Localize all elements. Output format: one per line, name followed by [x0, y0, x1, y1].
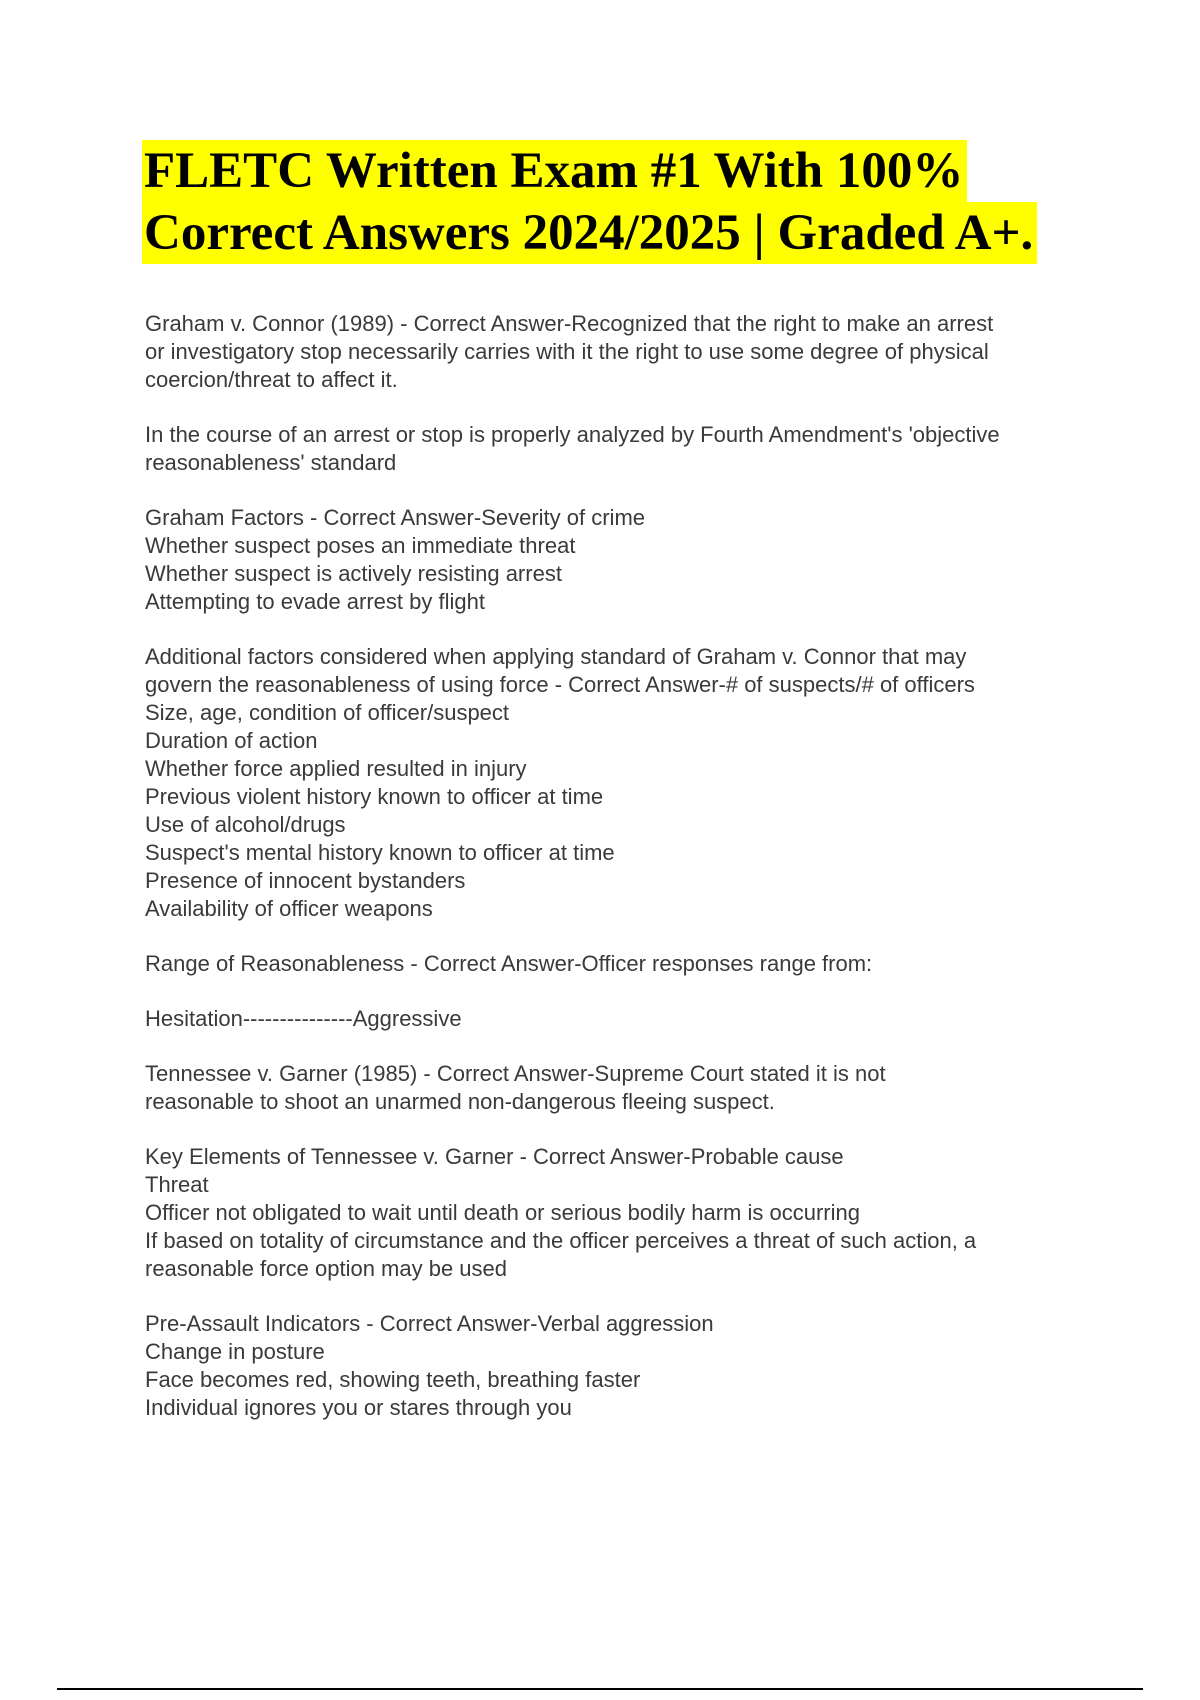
qa-paragraph: [145, 1143, 1105, 1283]
paragraph-line: Additional factors considered when applying standard of Graham v. Connor that may: [145, 644, 967, 669]
paragraph-line: Whether suspect is actively resisting arrest: [145, 561, 562, 586]
paragraph-line: reasonableness' standard: [145, 450, 397, 475]
qa-paragraph: [145, 310, 1105, 394]
paragraph-line: Whether force applied resulted in injury: [145, 756, 527, 781]
qa-paragraph: [145, 643, 1105, 923]
page-bottom-rule: [57, 1688, 1143, 1690]
qa-paragraph: [145, 504, 1105, 616]
paragraph-line: Threat: [145, 1172, 209, 1197]
qa-paragraph: [145, 950, 1105, 978]
qa-paragraph: [145, 1060, 1105, 1116]
paragraph-line: reasonable to shoot an unarmed non-dangerous fleeing suspect.: [145, 1089, 775, 1114]
title-line: Correct Answers 2024/2025 | Graded A+.: [142, 202, 1037, 264]
paragraph-line: Graham v. Connor (1989) - Correct Answer-Recognized that the right to make an arrest: [145, 311, 994, 336]
paragraph-line: Presence of innocent bystanders: [145, 868, 466, 893]
paragraph-line: Availability of officer weapons: [145, 896, 433, 921]
paragraph-line: Hesitation---------------Aggressive: [145, 1006, 462, 1031]
paragraph-line: Face becomes red, showing teeth, breathing faster: [145, 1367, 641, 1392]
paragraph-line: Suspect's mental history known to officer at time: [145, 840, 615, 865]
paragraph-line: Tennessee v. Garner (1985) - Correct Answer-Supreme Court stated it is not: [145, 1061, 886, 1086]
paragraph-line: Previous violent history known to officer at time: [145, 784, 604, 809]
paragraph-line: Pre-Assault Indicators - Correct Answer-Verbal aggression: [145, 1311, 714, 1336]
document-body: [145, 310, 1105, 1449]
paragraph-line: Key Elements of Tennessee v. Garner - Correct Answer-Probable cause: [145, 1144, 844, 1169]
paragraph-line: Officer not obligated to wait until death or serious bodily harm is occurring: [145, 1200, 860, 1225]
paragraph-line: Change in posture: [145, 1339, 325, 1364]
paragraph-line: Whether suspect poses an immediate threat: [145, 533, 576, 558]
paragraph-line: Use of alcohol/drugs: [145, 812, 346, 837]
paragraph-line: Range of Reasonableness - Correct Answer-Officer responses range from:: [145, 951, 873, 976]
qa-paragraph: [145, 1310, 1105, 1422]
paragraph-line: If based on totality of circumstance and the officer perceives a threat of such action, a: [145, 1228, 977, 1253]
title-line: FLETC Written Exam #1 With 100%: [142, 140, 967, 202]
paragraph-line: Individual ignores you or stares through you: [145, 1395, 572, 1420]
paragraph-line: govern the reasonableness of using force - Correct Answer-# of suspects/# of officers: [145, 672, 975, 697]
qa-paragraph: [145, 421, 1105, 477]
paragraph-line: coercion/threat to affect it.: [145, 367, 398, 392]
paragraph-line: or investigatory stop necessarily carries with it the right to use some degree of physical: [145, 339, 989, 364]
paragraph-line: Duration of action: [145, 728, 318, 753]
paragraph-line: reasonable force option may be used: [145, 1256, 508, 1281]
paragraph-line: Attempting to evade arrest by flight: [145, 589, 485, 614]
paragraph-line: Size, age, condition of officer/suspect: [145, 700, 510, 725]
paragraph-line: In the course of an arrest or stop is properly analyzed by Fourth Amendment's 'objective: [145, 422, 1000, 447]
qa-paragraph: [145, 1005, 1105, 1033]
document-title: [142, 140, 1142, 264]
paragraph-line: Graham Factors - Correct Answer-Severity of crime: [145, 505, 646, 530]
